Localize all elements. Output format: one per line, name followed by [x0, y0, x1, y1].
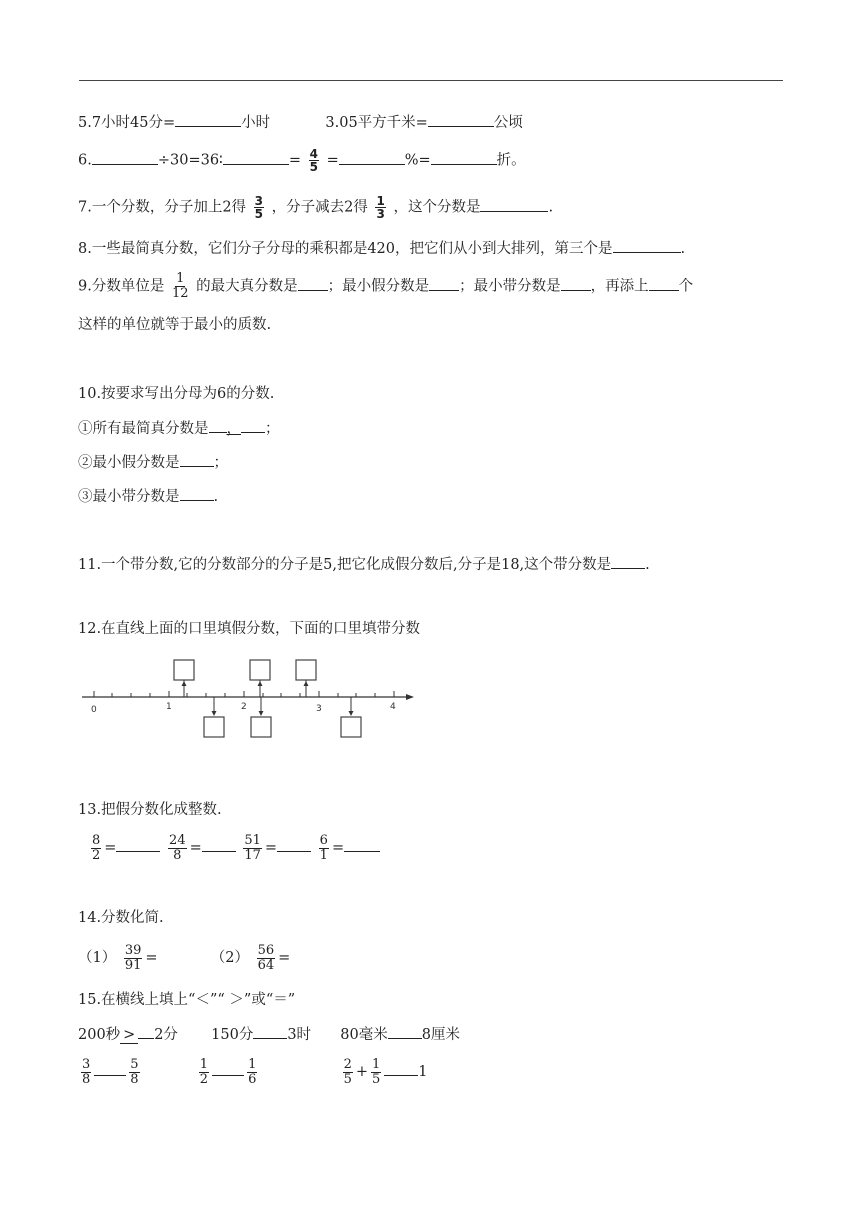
fraction: $\frac{4}{5}$	[309, 147, 318, 174]
question-15-row2: $\frac{3}{8}$ $\frac{5}{8}$ $\frac{1}{2}$ $\frac{1}{6}$ $\frac{2}{5}$ + $\frac{1}{5}$ 1	[82, 1056, 428, 1087]
tick-label: 2	[241, 702, 247, 712]
answer-blank[interactable]	[480, 197, 548, 212]
fraction: $\frac{56}{64}$	[257, 942, 275, 973]
question-10-item3: ③最小带分数是 .	[78, 486, 218, 507]
answer-blank[interactable]	[92, 150, 158, 165]
answer-blank[interactable]	[388, 1024, 422, 1039]
arrow-icon	[406, 694, 414, 700]
answer-blank[interactable]	[429, 276, 459, 291]
answer-blank[interactable]	[212, 1061, 244, 1076]
answer-blank[interactable]	[241, 418, 265, 433]
tick-label: 4	[390, 702, 396, 712]
tick-label: 0	[91, 705, 97, 715]
question-7: 7.一个分数，分子加上2得 $\frac{3}{5}$ ，分子减去2得 $\frac{1}{3}$ ，这个分数是 .	[78, 194, 554, 221]
answer-box-improper[interactable]	[296, 660, 316, 680]
fraction: $\frac{1}{6}$	[248, 1056, 257, 1087]
answer-box-mixed[interactable]	[341, 717, 361, 737]
question-9-line2: 这样的单位就等于最小的质数.	[78, 317, 272, 333]
question-10-item2: ②最小假分数是 ；	[78, 452, 228, 473]
fraction: $\frac{6}{1}$	[319, 832, 328, 863]
fraction: $\frac{3}{5}$	[254, 194, 264, 221]
answer-blank[interactable]	[180, 486, 214, 501]
question-11: 11.一个带分数,它的分数部分的分子是5,把它化成假分数后,分子是18,这个带分数是 .	[78, 554, 650, 575]
question-15-row1: 200秒 > 2分 150分 3时 80毫米 8厘米	[78, 1024, 460, 1045]
answer-blank[interactable]	[94, 1061, 126, 1076]
question-10-title: 10.按要求写出分母为6的分数.	[78, 386, 275, 402]
answer-blank[interactable]	[561, 276, 591, 291]
answer-blank[interactable]	[384, 1061, 418, 1076]
answer-blank[interactable]	[298, 276, 328, 291]
fraction: $\frac{39}{91}$	[124, 942, 142, 973]
answer-blank[interactable]	[138, 1024, 154, 1039]
answer-blank[interactable]: >	[120, 1027, 138, 1044]
question-8: 8.一些最简真分数，它们分子分母的乘积都是420，把它们从小到大排列，第三个是 .	[78, 238, 685, 259]
fraction: $\frac{1}{2}$	[199, 1056, 209, 1087]
answer-blank[interactable]	[253, 1024, 287, 1039]
answer-box-mixed[interactable]	[204, 717, 224, 737]
header-rule	[79, 80, 783, 81]
answer-blank[interactable]	[431, 150, 497, 165]
answer-box-improper[interactable]	[250, 660, 270, 680]
question-12-title: 12.在直线上面的口里填假分数，下面的口里填带分数	[78, 621, 421, 637]
number-line-diagram	[78, 655, 418, 740]
question-9: 9.分数单位是 $\frac{1}{12}$ 的最大真分数是 ；最小假分数是 ；最小带分数是 ，再添上 个	[78, 271, 694, 301]
fraction: $\frac{2}{5}$	[343, 1056, 352, 1087]
question-14-items: （1） $\frac{39}{91}$ = （2） $\frac{56}{64}$ =	[78, 942, 291, 973]
question-5: 5.7小时45分= 小时 3.05平方千米= 公顷	[78, 112, 523, 133]
fraction: $\frac{1}{5}$	[372, 1056, 381, 1087]
fraction: $\frac{1}{3}$	[376, 194, 385, 221]
answer-blank[interactable]	[649, 276, 679, 291]
question-15-title: 15.在横线上填上“＜”“ ＞”或“＝”	[78, 992, 296, 1008]
fraction: $\frac{5}{8}$	[130, 1056, 139, 1087]
answer-blank[interactable]	[339, 150, 405, 165]
answer-blank[interactable]	[277, 837, 311, 852]
answer-blank[interactable]	[175, 112, 241, 127]
question-6: 6. ÷30=36∶ = $\frac{4}{5}$ = %= 折。	[78, 147, 526, 174]
answer-blank[interactable]	[613, 238, 681, 253]
answer-box-mixed[interactable]	[251, 717, 271, 737]
answer-blank[interactable]	[209, 418, 227, 433]
answer-blank[interactable]	[180, 452, 214, 467]
question-13-items: $\frac{8}{2}$ = $\frac{24}{8}$ = $\frac{51}{17}$ = $\frac{6}{1}$ =	[88, 833, 380, 863]
question-13-title: 13.把假分数化成整数.	[78, 802, 222, 818]
fraction: $\frac{8}{2}$	[92, 832, 101, 863]
question-14-title: 14.分数化简.	[78, 910, 164, 926]
tick-label: 3	[316, 704, 322, 714]
answer-blank[interactable]	[223, 150, 289, 165]
answer-blank[interactable]	[202, 837, 236, 852]
fraction: $\frac{1}{12}$	[171, 271, 189, 301]
question-10-item1: ①所有最简真分数是 ， ；	[78, 418, 280, 439]
answer-blank[interactable]	[611, 554, 645, 569]
fraction: $\frac{51}{17}$	[244, 832, 261, 863]
answer-blank[interactable]	[428, 112, 494, 127]
answer-box-improper[interactable]	[174, 660, 194, 680]
tick-label: 1	[166, 702, 172, 712]
fraction: $\frac{24}{8}$	[169, 832, 186, 863]
answer-blank[interactable]	[116, 837, 160, 852]
fraction: $\frac{3}{8}$	[82, 1056, 91, 1087]
answer-blank[interactable]	[344, 837, 380, 852]
